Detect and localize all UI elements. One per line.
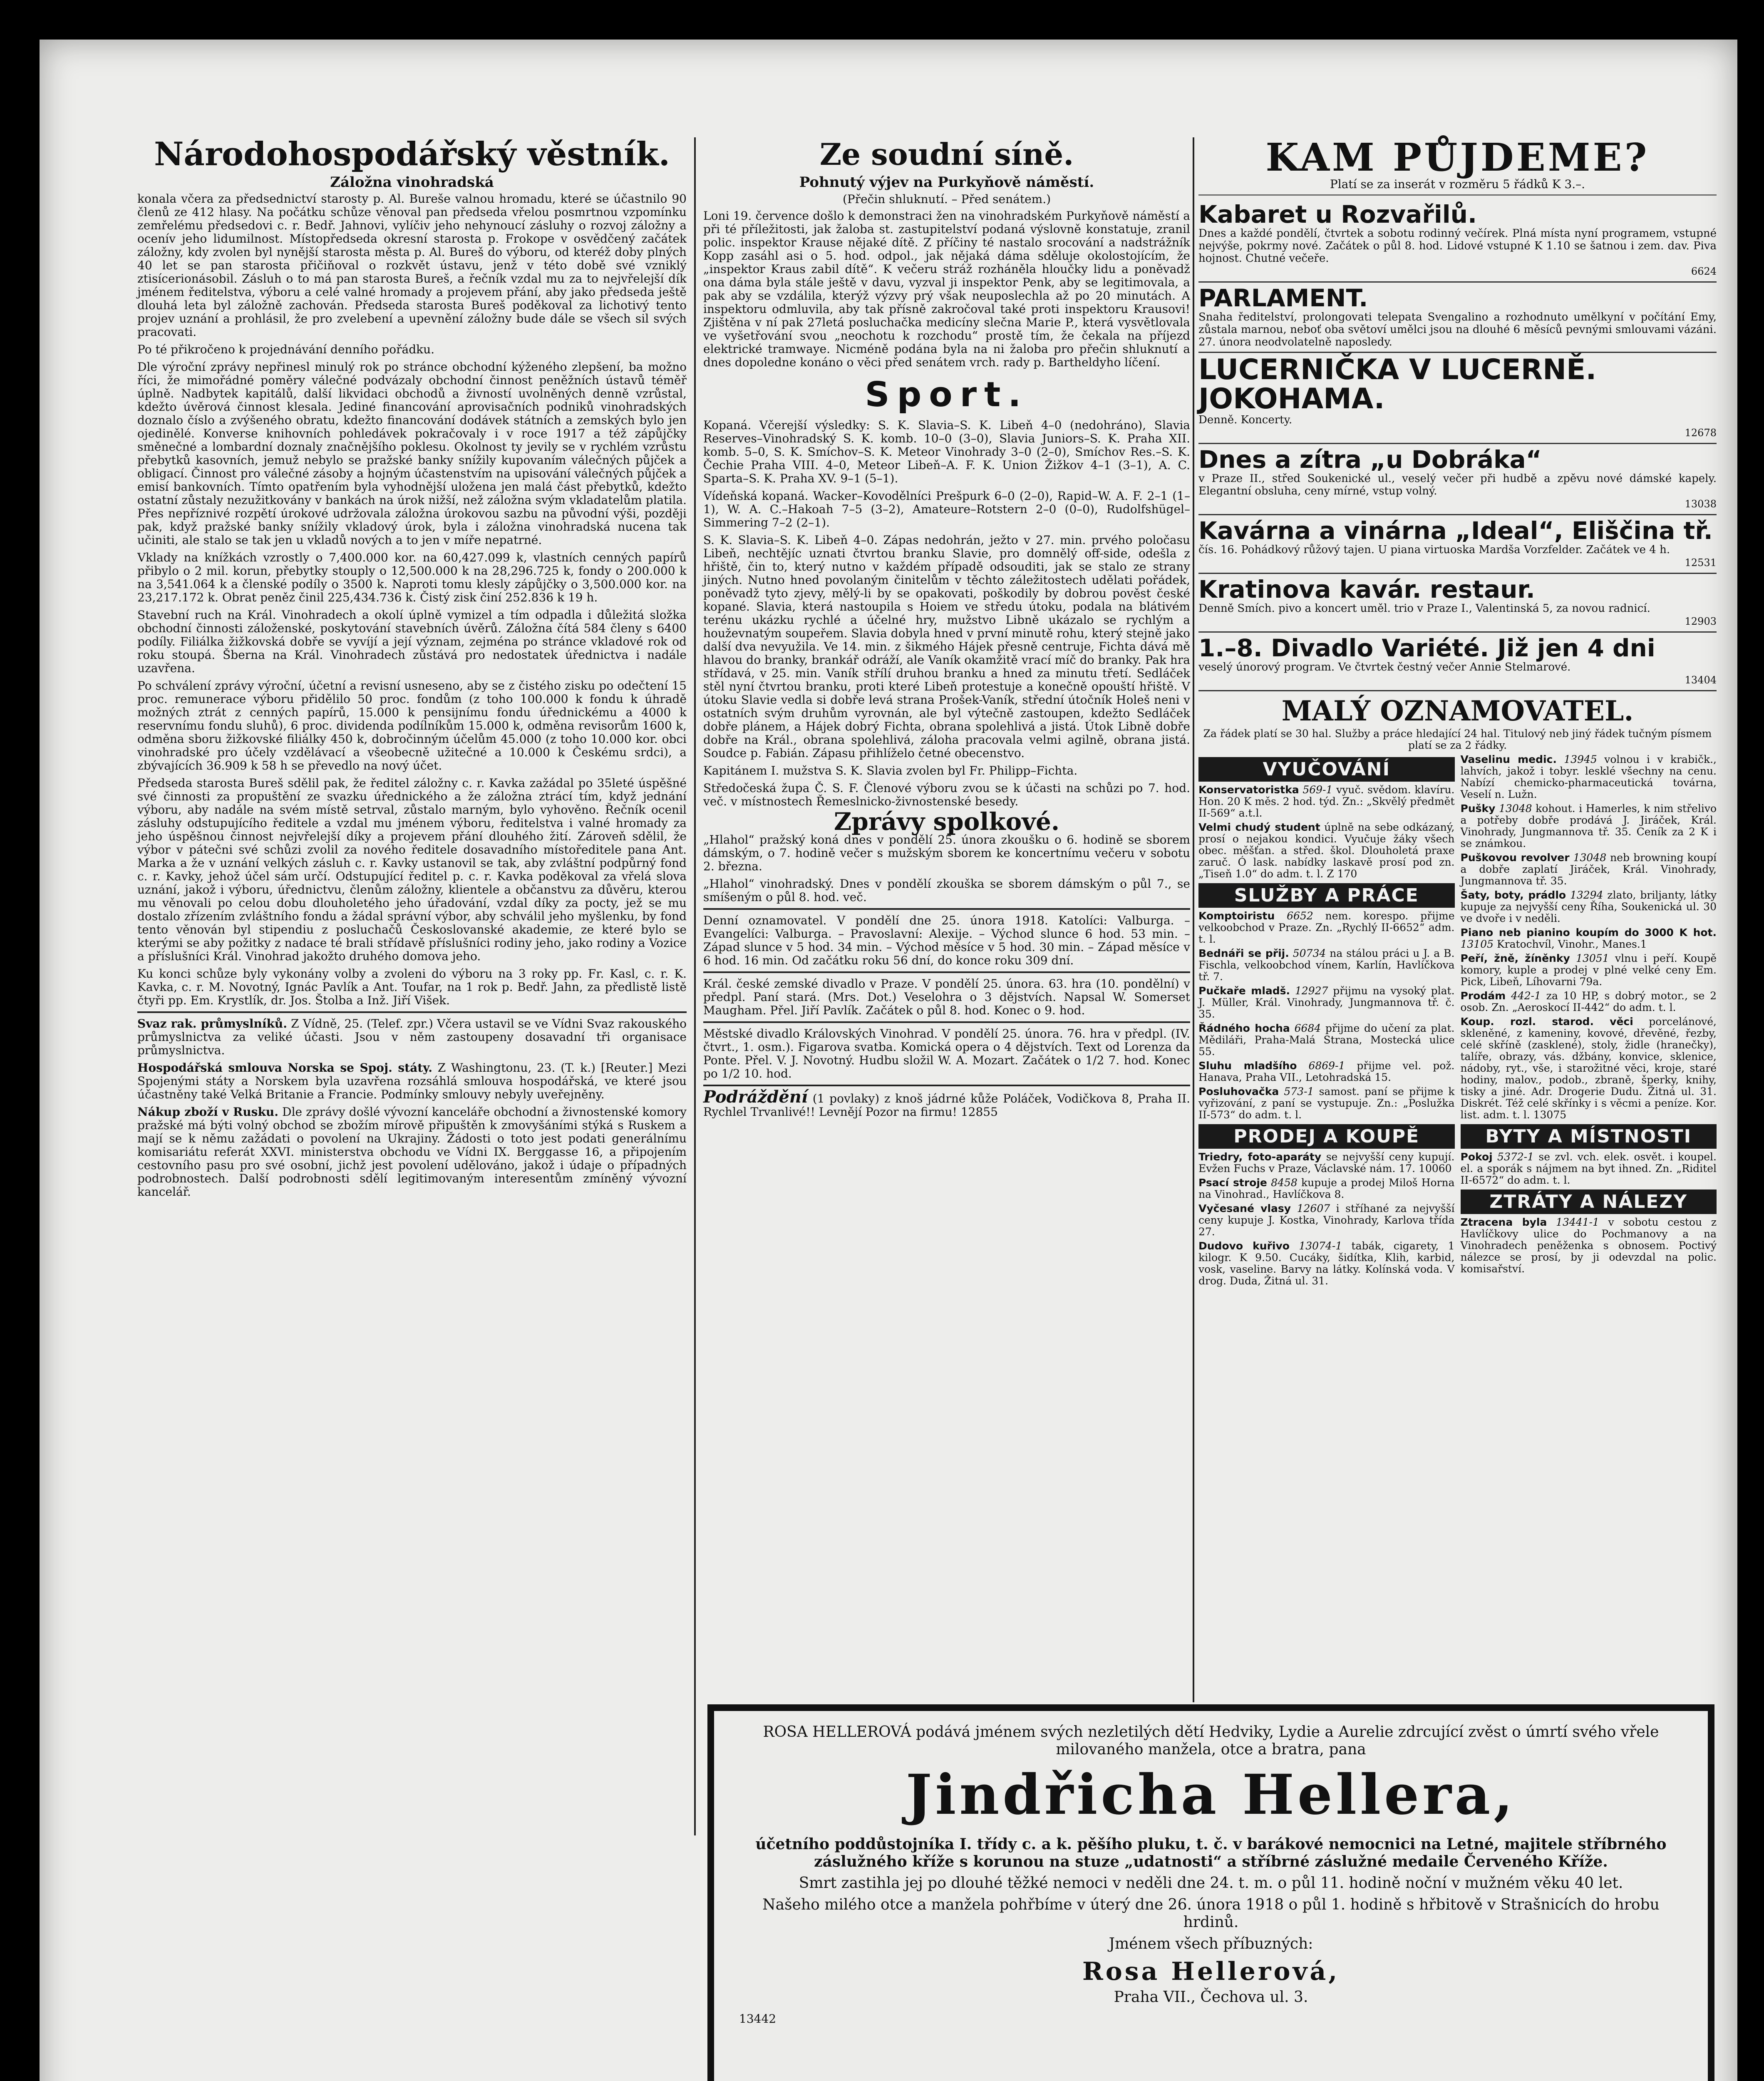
obituary-death: Smrt zastihla jej po dlouhé těžké nemoci v neděli dne 24. t. m. o půl 11. hodině noční v mužném věku 40 let. [799, 1875, 1623, 1892]
divider [1198, 194, 1717, 196]
obituary-description: účetního poddůstojníka I. třídy c. a k. pěšího pluku, t. č. v barákové nemocnici na Letné, majitele stříbrného záslužného kříže s korunou na stuze „udatnosti“ a stříbrné záslužné medaile Červeného Kříže. [755, 1835, 1667, 1870]
classified-number: 6652 [1287, 910, 1313, 922]
classified-ad [1461, 927, 1717, 950]
daily-announcer: Denní oznamovatel. V pondělí dne 25. února 1918. Katolíci: Valburga. – Evangelíci: Valburga. – Pravoslavní: Alexije. – Východ slunce 6 hod. 53 min. – Západ slunce v 5 hod. 34 min. – Východ měsíce v 5 hod. 30 min. – Západ měsíce v 6 hod. 16 min. Od začátku roku 56 dní, do konce roku 309 dní. [703, 914, 1190, 967]
entertainment-ad [1198, 199, 1717, 283]
classified-number: 50734 [1293, 947, 1326, 959]
ads-subtitle: Platí se za inserát v rozměru 5 řádků K 3.–. [1330, 177, 1585, 191]
news-text: Z Washingtonu, 23. (T. k.) [Reuter.] Mezi Spojenými státy a Norskem byla uzavřena rozsáhlá smlouva hospodářská, ve které jsou účastněny také Velká Britanie a Francie. Podmínky smlouvy nebyly uveřejněny. [137, 1061, 687, 1101]
classified-number: 13945 [1564, 753, 1597, 765]
theatre-national: Král. české zemské divadlo v Praze. V pondělí 25. února. 63. hra (10. pondělní) v předpl. Paní stará. (Mrs. Dot.) Veselohra o 3 dějstvích. Napsal W. Somerset Maugham. Přel. Jiří Pavlík. Začátek o půl 8. hod. Konec o 9. hod. [703, 977, 1190, 1017]
news-lead: Svaz rak. průmyslníků. [137, 1017, 288, 1031]
news-lead: Hospodářská smlouva Norska se Spoj. státy. [137, 1061, 432, 1075]
club-paragraph: „Hlahol“ pražský koná dnes v pondělí 25. února zkoušku o 6. hodině se sborem dámským, o 7. hodině večer s mužským sborem ke koncertnímu večeru v sobotu 2. března. [703, 833, 1190, 873]
classified-number: 573-1 [1284, 1085, 1314, 1098]
ad-text: Dnes a každé pondělí, čtvrtek a sobotu rodinný večírek. Plná místa nyní programem, vstupné nejvýše, pokrmy nové. Začátek o půl 8. hod. Lidové vstupné K 1.10 se šatnou i zem. dav. Piva hojnost. Chutné večeře. [1198, 227, 1717, 265]
classified-ad [1198, 1060, 1455, 1083]
divider [137, 1011, 687, 1013]
ad-number: 12903 [1685, 616, 1717, 627]
classified-title: Pokoj [1460, 1151, 1493, 1163]
ad-title: Dnes a zítra „u Dobráka“ [1198, 445, 1542, 474]
classified-ad [1198, 1151, 1455, 1175]
classified-text: se zvl. vch. elek. osvět. i koupel. el. a sporák s nájmem na byt ihned. Zn. „Riditel II-6572“ do adm. t. l. [1460, 1151, 1717, 1186]
classified-ad [1198, 1023, 1455, 1058]
ad-text: Denně. Koncerty. [1198, 414, 1293, 426]
classified-ad [1461, 1151, 1717, 1186]
classified-section-header: SLUŽBY A PRÁCE [1198, 883, 1455, 908]
classified-title: Sluhu mladšího [1198, 1060, 1297, 1072]
classified-title: Ztracena byla [1460, 1216, 1547, 1228]
sport-body [703, 419, 1190, 808]
divider [703, 971, 1190, 973]
sport-paragraph: Středočeská župa Č. S. F. Členové výboru zvou se k účasti na schůzi po 7. hod. več. v místnostech Řemeslnicko-živnostenské besedy. [703, 781, 1190, 808]
entertainment-ad [1198, 515, 1717, 574]
column-ads [1198, 137, 1717, 1289]
classified-title: Pušky [1460, 802, 1496, 815]
classified-ad [1198, 910, 1455, 945]
classified-title: Posluhovačka [1198, 1085, 1279, 1098]
classified-number: 569-1 [1303, 784, 1333, 796]
ad-number: 12531 [1685, 557, 1717, 569]
classified-ad [1461, 889, 1717, 924]
classifieds-subtitle: Za řádek platí se 30 hal. Služby a práce hledající 24 hal. Titulový neb jiný řádek tučným písmem platí se za 2 řádky. [1203, 728, 1712, 751]
news-text: Dle zprávy došlé vývozní kanceláře obchodní a živnostenské komory pražské má býti volný obchod se zbožím mírově připuštěn k zmovyšáními stýká s Ruskem a mají se k němu zažádati o povolení na Ukrajiny. Žádosti o toto jest podati generálnímu komisariátu referát XXVI. ministerstva obchodu ve Vídni IX. Berggasse 16, a připojením cestovního pasu pro své osobní, jichž jest povolení udělováno, jakož i údaje o případných podrobnostech. Další podrobnosti sdělí legitimovaným interesentům zmíněný vývozní kancelář. [137, 1105, 687, 1199]
sport-paragraph: Vídeňská kopaná. Wacker–Kovodělníci Prešpurk 6–0 (2–0), Rapid–W. A. F. 2–1 (1–1), W. A. C.–Hakoah 7–5 (3–2), Amateure–Rotstern 2–0 (0–0), Rudolfshügel–Simmering 7–2 (2–1). [703, 489, 1190, 529]
classified-text: tabák, cigarety, 1 kilogr. K 9.50. Cucáky, šidítka, Klih, karbid, vosk, vaseline. Barvy na látky. Kolínská voda. V drog. Duda, Žitná ul. 31. [1198, 1240, 1455, 1287]
classified-text: vlnu i peří. Koupě komory, kuple a prodej v plné velké ceny Em. Pick, Libeň, Líhovarni 79a. [1460, 952, 1717, 988]
classified-ad [1198, 985, 1455, 1020]
article-body [137, 192, 687, 1007]
classified-title: Piano neb pianino koupím do 3000 K hot. [1460, 926, 1717, 939]
classified-title: Puškovou revolver [1460, 852, 1570, 864]
sport-paragraph: S. K. Slavia–S. K. Libeň 4–0. Zápas nedohrán, ježto v 27. min. prvého poločasu Libeň, nechtějíc uznati čtvrtou branku Slavie, pro domnělý off-side, odešla z hřiště, čin to, který nutno v každém případě odsouditi, jak se stalo ze strany jiných. Nutno hned povolaným činitelům v těchto záležitostech udělati pořádek, poněvadž tyto zjevy, mělý-li by se opakovati, poškodily by dobrou pověst české kopané. Slavia, která nastoupila s Hoiem ve středu útoku, podala na blátivém terénu ukázku rychlé a účelné hry, mužstvo Libně ukázalo se rychlým a houževnatým soupeřem. Slavia dobyla hned v první minutě rohu, který stejně jako další dva nevyužila. Ve 14. min. z šikmého Hájek přesně centruje, Fichta dává mě hlavou do branky, brankář odráží, ale Vaník okamžitě vrací míč do branky. Pak hra střídavá, v 25. min. Vaník střílí druhou branku a hned za minutu třetí. Sedláček stěl nyní čtvrtou branku, proti které Libeň protestuje a konečně opouští hřiště. V útoku Slavie vedla si dobře levá strana Prošek-Vaník, střední útočník Holeš neni v ostatních svým druhům vyrovnán, ale byl výtečně zastoupen, kdežto Sedláček dobře plánem, a Hájek dobrý Fichta, obrana spolehlivá a jistá. Útok Libně dobře dobře na Král., obrana spolehlivá, záloha pracovala velmi agilně, obrana jistá. Soudce p. Fabián. Zápasu přihlíželo četné obecenstvo. [703, 533, 1190, 760]
classified-text: se nejvyšší ceny kupují. Evžen Fuchs v Praze, Václavské nám. 17. 10060 [1198, 1151, 1455, 1175]
article-title: Pohnutý výjev na Purkyňově náměstí. [799, 174, 1094, 191]
classified-text: Kratochvíl, Vinohr., Manes.1 [1496, 938, 1647, 950]
ad-title: Kabaret u Rozvařilů. [1198, 200, 1477, 228]
ad-text: veselý únorový program. Ve čtvrtek čestný večer Annie Stelmarové. [1198, 661, 1571, 673]
classified-text: přijme do učení za plat. Mědiláři, Praha-Malá Strana, Mostecká ulice 55. [1198, 1022, 1455, 1058]
classified-text: zlato, briljanty, látky kupuje za nejvyšší ceny Říha, Soukenická ul. 30 ve dvoře i v neděli. [1460, 889, 1717, 924]
ad-number: 6624 [1691, 266, 1717, 277]
divider [703, 908, 1190, 910]
ad-text: Snaha ředitelství, prolongovati telepata Svengalino a rozhodnuto umělkyní v počítání Emy, zůstala marnou, neboť oba světoví umělci jsou na dlouhé 6 měsíců pevnými smlouvami vázáni. 27. února neodvolatelně naposledy. [1198, 311, 1717, 348]
classified-section-header: VYUČOVÁNÍ [1198, 757, 1455, 782]
classified-number: 12607 [1297, 1202, 1330, 1214]
classified-ad [1198, 1086, 1455, 1121]
classified-title: Dudovo kuřivo [1198, 1240, 1290, 1252]
classified-title: Pučkaře mladš. [1198, 985, 1290, 997]
classifieds-grid [1198, 754, 1717, 1289]
theatre-vinohrady: Městské divadlo Královských Vinohrad. V pondělí 25. února. 76. hra v předpl. (IV. čtvrt., 1. osm.). Figarova svatba. Komická opera o 4 dějstvích. Text od Lorenza da Ponte. Přel. V. J. Novotný. Hudbu složil W. A. Mozart. Začátek o 1/2 7. hod. Konec po 1/2 10. hod. [703, 1027, 1190, 1080]
classified-number: 13294 [1570, 889, 1603, 901]
classified-number: 13105 [1460, 938, 1494, 950]
obituary-number: 13442 [739, 2012, 777, 2026]
classified-text: porcelánové, skleněné, z kameniny, kovové, dřevěné, řezby, celé skříně (zasklené), stoly, židle (hranečky), talíře, obrazy, vás. džbány, konvice, sklenice, nádoby, ryt., vše, i starožitné věci, kroje, staré hodiny, malov., podob., zbraně, šperky, knihy, tisky a jiné. Adr. Drogerie Dudu. Žitná ul. 31. Diskrét. Též celé skřínky i s věcmi a peníze. Kor. list. adm. t. l. 13075 [1460, 1016, 1717, 1121]
classified-number: 13051 [1576, 952, 1609, 964]
column-rule [1193, 137, 1194, 1702]
sport-paragraph: Kapitánem I. mužstva S. K. Slavia zvolen byl Fr. Philipp–Fichta. [703, 764, 1078, 777]
classified-title: Velmi chudý student [1198, 821, 1320, 833]
classified-ad [1198, 1240, 1455, 1287]
entertainment-ad [1198, 283, 1717, 353]
classified-ad [1461, 803, 1717, 849]
classified-text: kohout. i Hamerles, k nim střelivo a potřeby dobře prodává J. Jiráček, Král. Vinohrady, Jungmannova tř. 35. Ceník za 2 K i se známkou. [1460, 802, 1717, 849]
divider [703, 1085, 1190, 1086]
classified-ad [1198, 822, 1455, 880]
classified-number: 13048 [1499, 802, 1532, 815]
classified-ad [1198, 784, 1455, 819]
clubs-body [703, 833, 1190, 904]
classified-number: 13048 [1573, 852, 1607, 864]
classified-number: 442-1 [1511, 990, 1541, 1002]
classified-text: nem. korespo. přijme velkoobchod v Praze. Zn. „Rychlý II-6652“ adm. t. l. [1198, 910, 1455, 945]
column-rule [694, 137, 696, 1835]
ad-number: 13038 [1685, 498, 1717, 510]
paragraph: Po té přikročeno k projednávání denního pořádku. [137, 343, 435, 356]
classified-section-header: PRODEJ A KOUPĚ [1198, 1124, 1455, 1149]
classified-title: Bednáři se přij. [1198, 947, 1289, 959]
classified-title: Komptoiristu [1198, 910, 1275, 922]
classified-text: i stříhané za nejvyšší ceny kupuje J. Kostka, Vinohrady, Karlova třída 27. [1198, 1202, 1455, 1238]
classified-text: vyuč. svědom. klavíru. Hon. 20 K měs. 2 hod. týd. Zn.: „Skvělý předmět II-569“ a.t.l. [1198, 784, 1455, 819]
section-title-court: Ze soudní síně. [819, 137, 1074, 172]
classified-title: Vyčesané vlasy [1198, 1202, 1291, 1214]
classified-ad [1461, 1016, 1717, 1121]
entertainment-ads [1198, 199, 1717, 691]
classified-ad [1198, 1177, 1455, 1200]
classified-number: 13441-1 [1556, 1216, 1599, 1228]
classified-section-header: BYTY A MÍSTNOSTI [1461, 1124, 1717, 1149]
classified-section-header: ZTRÁTY A NÁLEZY [1461, 1189, 1717, 1214]
paragraph: Předseda starosta Bureš sdělil pak, že ředitel záložny c. r. Kavka zažádal po 35leté úspěšné své činnosti za propuštění ze svazku úřednického a že záložna ztrácí tím, když jednání výboru, aby nadále na svém místě setrval, zůstalo marným, bylo vyhověno. Řečník ocenil zásluhy odstupujícího ředitele a vzdal mu jménem výboru, ředitelstva i valné hromady za jeho úspěšnou činnost nejvřelejší díky a projevem přání dlouhého žití. Zároveň sdělil, že výbor v pátečni své schůzi zvolil za nového ředitele dosavadního místoředitele pana Ant. Marka a že v uznání velkých zásluh c. r. Kavky ustanovil se tak, aby zvláštní podpůrný fond c. r. Kavky, jehož účel sám určí. Odstupující ředitel p. c. r. Kavka poděkoval za vřelá slova uznání, jakož i výboru, úřednictvu, členům záložny, klientele a občanstvu za důvěru, kterou mu věnovali po celou dobu dlouholetého jeho úřadování, vzdal díky za pocty, jež se mu dostalo zřízením zvláštního fondu a žádal správní výbor, aby schválil jeho myšlenku, by fond tento věnován byl stipendiu z posluchačů Českoslovanské akademie, ze které bylo se kterými se aby požitky z nadace té brali střídavě příslušníci rodiny jeho, jako rodiny a Vozice a příslušníci Král. Vinohrad jakožto druhého domova jeho. [137, 776, 687, 963]
classified-text: za 10 HP, s dobrý motor., se 2 osob. Zn. „Aeroskocí II-442“ do adm. t. l. [1460, 990, 1717, 1013]
obituary-intro: ROSA HELLEROVÁ podává jménem svých nezletilých dětí Hedviky, Lydie a Aurelie zdrcující zvěst o úmrtí svého vřele milovaného manžela, otce a bratra, pana [763, 1723, 1659, 1758]
article-subtitle: (Přečin shluknutí. – Před senátem.) [842, 192, 1051, 206]
ad-title: Kratinova kavár. restaur. [1198, 575, 1535, 603]
ad-text: čís. 16. Pohádkový růžový tajen. U piana virtuoska Mardša Vorzfelder. Začátek ve 4 h. [1198, 544, 1670, 556]
news-items [137, 1017, 687, 1199]
podrazeni-ad [703, 1087, 1190, 1119]
section-title-economy: Národohospodářský věstník. [154, 135, 670, 173]
classified-text: přijmu na vysoký plat. J. Müller, Král. Vinohrady, Jungmannova tř. č. 35. [1198, 985, 1455, 1020]
paragraph: Ku konci schůze byly vykonány volby a zvoleni do výboru na 3 roky pp. Fr. Kasl, c. r. K. Kavka, c. r. M. Novotný, Ignác Pavlík a Ant. Toufar, na 1 rok p. Bedř. Jahn, za předlistě listě čtyři pp. Em. Krystlík, dr. Jos. Štolba a Inž. Jiří Višek. [137, 967, 687, 1007]
news-item [137, 1017, 687, 1057]
classified-title: Vaselinu medic. [1460, 753, 1557, 765]
ad-title: Kavárna a vinárna „Ideal“, Eliščina tř. [1198, 517, 1713, 545]
classified-number: 13074-1 [1299, 1240, 1342, 1252]
sport-paragraph: Kopaná. Včerejší výsledky: S. K. Slavia–S. K. Libeň 4–0 (nedohráno), Slavia Reserves–Vinohradský S. K. komb. 10–0 (3–0), Slavia Juniors–S. K. Praha XII. komb. 5–0, S. K. Smíchov–S. K. Meteor Vinohrady 3–0 (2–0), Smíchov Res.–S. K. Čechie Praha VIII. 4–0, Meteor Libeň–A. F. K. Union Žižkov 4–1 (3–1), A. C. Sparta–S. K. Praha XV. 9–1 (5–1). [703, 418, 1190, 485]
classified-title: Konservatoristka [1198, 784, 1299, 796]
column-court [703, 137, 1190, 1123]
ad-text: v Praze II., střed Soukenické ul., veselý večer při hudbě a zpěvu nové dámské kapely. Elegantní obsluha, ceny mírné, vstup volný. [1198, 472, 1717, 497]
podrazeni-text: (1 povlaky) z knoš jádrné kůže Poláček, Vodičkova 8, Praha II. Rychlel Trvanlivé!! Levnějí Pozor na firmu! [703, 1092, 1190, 1119]
classified-ad [1461, 754, 1717, 800]
paragraph: Stavební ruch na Král. Vinohradech a okolí úplně vymizel a tím odpadla i důležitá složka obchodní činnosti záloženské, poskytování stavebních úvěrů. Záložna čítá 584 členy s 6400 podíly. Filiálka žižkovská dobře se vyvíjí a její význam, zejména po stránce vkladové rok od roku stoupá. Šberna na Král. Vinohradech zůstává pro nedostatek úřednictva i nadále uzavřena. [137, 608, 687, 675]
obituary-signature-lead: Jménem všech příbuzných: [1109, 1935, 1313, 1952]
classified-ad [1461, 1217, 1717, 1275]
obituary-address: Praha VII., Čechova ul. 3. [1114, 1989, 1308, 2006]
column-economy [137, 137, 687, 1203]
classified-title: Peří, žně, žíněnky [1460, 952, 1570, 964]
news-text: Z Vídně, 25. (Telef. zpr.) Včera ustavil se ve Vídni Svaz rakouského průmyslnictva za veliké účasti. Jsou v něm zastoupeny dosavadní tři organisace průmyslnictva. [137, 1017, 687, 1057]
classified-number: 12927 [1295, 985, 1328, 997]
classified-text: neb browning koupí a dobře zaplatí Jiráček, Král. Vinohrady, Jungmannova tř. 35. [1460, 852, 1717, 887]
classified-ad [1198, 1203, 1455, 1238]
entertainment-ad [1198, 633, 1717, 691]
ad-title: 1.–8. Divadlo Variété. Již jen 4 dni [1198, 634, 1655, 662]
entertainment-ad [1198, 444, 1717, 515]
classifieds-left [1198, 754, 1455, 1289]
ad-title: PARLAMENT. [1198, 284, 1368, 312]
ads-title: KAM PŮJDEME? [1265, 135, 1650, 180]
classified-title: Prodám [1460, 990, 1506, 1002]
ad-title: LUCERNIČKA V LUCERNĚ. [1198, 353, 1597, 386]
classified-text: volnou i v krabičk., lahvích, jakož i tobyr. lesklé všechny na cenu. Nabízí chemicko-pharmaceutická továrna, Veselí n. Lužn. [1460, 753, 1717, 800]
classified-title: Šaty, boty, prádlo [1460, 889, 1566, 901]
obituary-funeral: Našeho milého otce a manžela pohřbíme v úterý dne 26. února 1918 o půl 1. hodině s hřbitově v Strašnicích do hrobu hrdinů. [762, 1896, 1660, 1931]
classified-number: 8458 [1271, 1177, 1298, 1189]
news-item [137, 1105, 687, 1199]
classified-ad [1461, 990, 1717, 1013]
paragraph: Po schválení zprávy výroční, účetní a revisní usneseno, aby se z čistého zisku po odečtení 15 proc. remunerace výboru přidělilo 50 proc. fondům (z toho 100.000 k fondu k úhradě možných ztrát z cenných papírů, 15.000 k pensijnímu fondu úřednickému a 4000 k reservnímu fondu sluhů), 6 proc. dividenda podílníkům 15.000 k, odměna revisorům 1600 k, odměna sboru žižkovské filiálky 450 k, dobročinným účelům 45.000 (z toho 10.000 kor. obci vinohradské pro účely vzdělávací a všeobecně užitečné a 10.000 k Českému srdci), a zbývajících 36.909 k 58 h se převedlo na nový účet. [137, 679, 687, 772]
classified-text: úplně na sebe odkázaný, prosí o nejakou kondici. Vyučuje žáky všech obec. měšťan. a střed. škol. Dlouholetá praxe zaruč. Ó lask. nabídky laskavě prosí pod zn. „Tiseň 1.0“ do adm. t. l. Z 170 [1198, 821, 1455, 880]
paragraph: Vklady na knížkách vzrostly o 7,400.000 kor. na 60,427.099 k, vlastních cenných papírů přibylo o 2 mil. korun, přebytky stouply o 12,500.000 k na 28,296.725 k, fondy o 200.000 k na 3,541.064 k a členské podíly o 3500 k. Naproti tomu klesly zápůjčky o 3,500.000 kor. na 23,217.172 k. Obrat peněz činil 225,434.736 k. Čistý zisk činí 252.836 k 19 h. [137, 551, 687, 604]
court-text: Loni 19. července došlo k demonstraci žen na vinohradském Purkyňově náměstí a při té příležitosti, jak žaloba st. zastupitelství podaná výslovně konstatuje, zranil polic. inspektor Krause nějaké dítě. Z příčiny té nastalo srocování a nadstrážník Kopp zasáhl asi o 5. hod. odpol., jak nějaká dáma sděluje okolostojícím, že „inspektor Kraus zabil dítě“. K večeru stráž rozháněla hloučky lidu a poněvadž ona dáma byla stále ještě v davu, vyzval ji inspektor Penk, aby se legitimovala, a pak aby se vzdálila, kterýž výzvy prý však neuposlechla až po 20 minutách. A inspektoru odmluvila, aby tak přísně zakročoval také proti inspektoru Krausovi! Zjištěna v ní pak 27letá posluchačka medicíny slečna Marie P., která vysvětlovala ve vyšetřování svou „neochotu k rozchodu“ prostě tím, že čekala na příjezd elektrické tramwaye. Nicméně podána byla na ni žaloba pro přečin shluknutí a dnes dopoledne konáno o věci před senátem vrch. rady p. Bartheldyho líčení. [703, 209, 1190, 369]
podrazeni-number: 12855 [960, 1105, 998, 1119]
ad-text: Denně Smích. pivo a koncert uměl. trio v Praze I., Valentinská 5, za novou radnicí. [1198, 602, 1650, 615]
classifieds-right [1461, 754, 1717, 1289]
classified-title: Řádného hocha [1198, 1022, 1290, 1034]
classified-title: Koup. rozl. starod. věci [1460, 1016, 1633, 1028]
section-title-sport: Sport. [865, 375, 1029, 415]
classified-text: v sobotu cestou z Havlíčkovy ulice do Pochmanovy a na Vinohradech peněženka s obnosem. Poctivý nálezce se prosí, by ji odevzdal na polic. komisařství. [1460, 1216, 1717, 1275]
ad-number: 12678 [1685, 427, 1717, 439]
classified-number: 5372-1 [1497, 1151, 1534, 1163]
classified-text: přijme vel. pož. Hanava, Praha VII., Letohradská 15. [1198, 1060, 1455, 1083]
divider [703, 1021, 1190, 1023]
club-paragraph: „Hlahol“ vinohradský. Dnes v pondělí zkouška se sborem dámským o půl 7., se smíšeným o půl 8. hod. več. [703, 877, 1190, 904]
news-item [137, 1061, 687, 1101]
classified-ad [1198, 948, 1455, 983]
article-title: Záložna vinohradská [330, 174, 494, 191]
classified-title: Triedry, foto-aparáty [1198, 1151, 1322, 1163]
classifieds-title: MALÝ OZNAMOVATEL. [1281, 695, 1634, 727]
obituary-name: Jindřicha Hellera, [906, 1763, 1516, 1827]
ad-number: 13404 [1685, 674, 1717, 686]
classified-text: na stálou práci u J. a B. Fischla, velkoobchod vínem, Karlín, Havlíčkova tř. 7. [1198, 947, 1455, 983]
obituary-box [707, 1704, 1714, 2081]
classified-text: kupuje a prodej Miloš Horna na Vinohrad., Havlíčkova 8. [1198, 1177, 1455, 1200]
obituary-signature-name: Rosa Hellerová, [1082, 1957, 1340, 1986]
classified-text: samost. paní se přijme k vyřizování, z paní se vystupuje. Zn.: „Poslužka II-573“ do adm. t. l. [1198, 1085, 1455, 1121]
news-lead: Nákup zboží v Rusku. [137, 1105, 278, 1119]
classified-title: Psací stroje [1198, 1177, 1267, 1189]
paragraph: Dle výroční zprávy nepřinesl minulý rok po stránce obchodní kýženého zlepšení, ba možno říci, že mimořádné poměry válečné podvázaly obchodní činnost peněžních ústavů téměř úplně. Nadbytek kapitálů, další likvidaci obchodů a živností uvolněných denně vzrůstal, kdežto úvěrová činnost klesala. Jediné financování aprovisačních podniků vinohradských doznalo číslo a zvýšeného obratu, kdežto financování dodávek státních a zemských bylo jen ojedinělé. Konverse knihovních pohledávek pokračovaly i v roce 1917 a též zápůjčky směnečné a lombardní doznaly značnějšího poklesu. Okolnost ty jevily se v rychlém vzrůstu přebytků kasovních, jemuž nebylo se pražské banky snížily kupovaním válečných půjček a obligací. Činnost pro válečné zásoby a hojným účastenstvím na upisování válečných půjček a emisí bankovních. Tímto opatřením byla vyhodnější uložena jen malá část přebytků, kdežto ostatní zůstaly nezužitkovány v bankách na úrok nižší, než záložna svým vkladatelům platila. Přes nepříznivé rozpětí úrokové udržovala záložna úrokovou sazbu na původní výši, později pak, když pražské banky snížily vkladový úrok, byla i záložna vinohradská nucena tak učiniti, ale stalo se tak jen u vkladů nových a to jen v míře nepatrné. [137, 360, 687, 547]
entertainment-ad [1198, 574, 1717, 633]
paragraph: konala včera za předsednictví starosty p. Al. Bureše valnou hromadu, které se účastnilo 90 členů ze 412 hlasy. Na počátku schůze věnoval pan předseda vřelou posmrtnou vzpomínku zemřelému předsedovi c. r. Bedř. Jahnovi, vylíčiv jeho nehynoucí zásluhy o rozvoj záložny a ocenív jeho lidumilnost. Místopředseda okresní starosta p. Frokope v osvědčený začátek záložny, kdy zvolen byl nynější starosta města p. Al. Bureš do výboru, od kteréž doby plných 40 let se pan starosta přičiňoval o rozkvět ústavu, jenž v této době své vzniklý ztisícerionásobil. Zásluh o to má pan starosta Bureš, a řečník vzdal mu za to nejvřelejší dík jménem ředitelstva, výboru a celé valné hromady a projevem přání, aby jako předseda ještě dlouhá leta byl záložně zachován. Předseda starosta Bureš poděkoval za lichotivý tento projev uznání a prohlásil, že pro zvelebení a upevnění záložny bude dále se všech sil svých pracovati. [137, 192, 687, 339]
podrazeni-title: Podráždění [703, 1087, 808, 1107]
classified-number: 6684 [1294, 1022, 1321, 1034]
ad-title-secondary: JOKOHAMA. [1198, 382, 1385, 415]
classified-number: 6869-1 [1308, 1060, 1345, 1072]
classified-ad [1461, 953, 1717, 988]
classified-ad [1461, 852, 1717, 887]
entertainment-ad [1198, 353, 1717, 444]
section-title-clubs: Zprávy spolkové. [834, 807, 1060, 836]
